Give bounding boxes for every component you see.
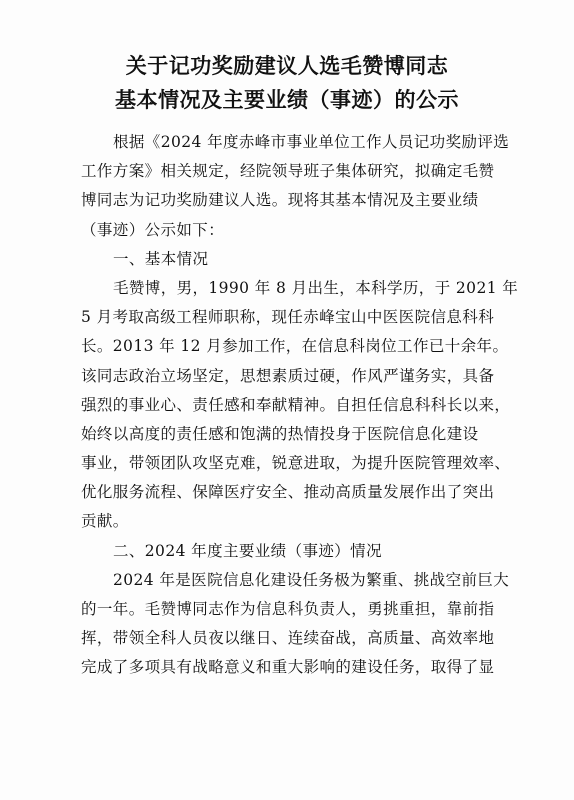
paragraph-line: 5 月考取高级工程师职称，现任赤峰宝山中医医院信息科科 [81,308,495,327]
document-title-line-1: 关于记功奖励建议人选毛赞博同志 [125,54,449,78]
paragraph-line: 根据《2024 年度赤峰市事业单位工作人员记功奖励评选 [113,133,510,151]
paragraph-line: 强烈的事业心、责任感和奉献精神。自担任信息科科长以来， [81,395,511,414]
paragraph-line: 毛赞博，男，1990 年 8 月出生，本科学历，于 2021 年 [113,278,519,297]
paragraph-line: 2024 年是医院信息化建设任务极为繁重、挑战空前巨大 [113,570,510,589]
section-heading: 二、2024 年度主要业绩（事迹）情况 [113,541,382,560]
paragraph-line: 工作方案》相关规定，经院领导班子集体研究，拟确定毛赞 [81,162,495,181]
paragraph-line: 完成了多项具有战略意义和重大影响的建设任务，取得了显 [81,658,495,677]
paragraph-line: 事业，带领团队攻坚克难，锐意进取，为提升医院管理效率、 [81,454,511,473]
paragraph-line: 贡献。 [81,512,129,531]
paragraph-line: 该同志政治立场坚定，思想素质过硬，作风严谨务实，具备 [81,366,495,385]
paragraph-line: 长。2013 年 12 月参加工作，在信息科岗位工作已十余年。 [81,337,509,356]
paragraph-line: 挥，带领全科人员夜以继日、连续奋战，高质量、高效率地 [81,629,495,648]
document-title-line-2: 基本情况及主要业绩（事迹）的公示 [115,88,459,112]
paragraph-line: 优化服务流程、保障医疗安全、推动高质量发展作出了突出 [81,483,495,502]
section-heading: 一、基本情况 [113,249,209,268]
document-body [81,128,519,683]
paragraph-line: 博同志为记功奖励建议人选。现将其基本情况及主要业绩 [81,191,479,210]
paragraph-line: 的一年。毛赞博同志作为信息科负责人，勇挑重担，靠前指 [81,600,495,618]
paragraph-line: （事迹）公示如下： [81,220,225,239]
paragraph-line: 始终以高度的责任感和饱满的热情投身于医院信息化建设 [81,424,479,443]
